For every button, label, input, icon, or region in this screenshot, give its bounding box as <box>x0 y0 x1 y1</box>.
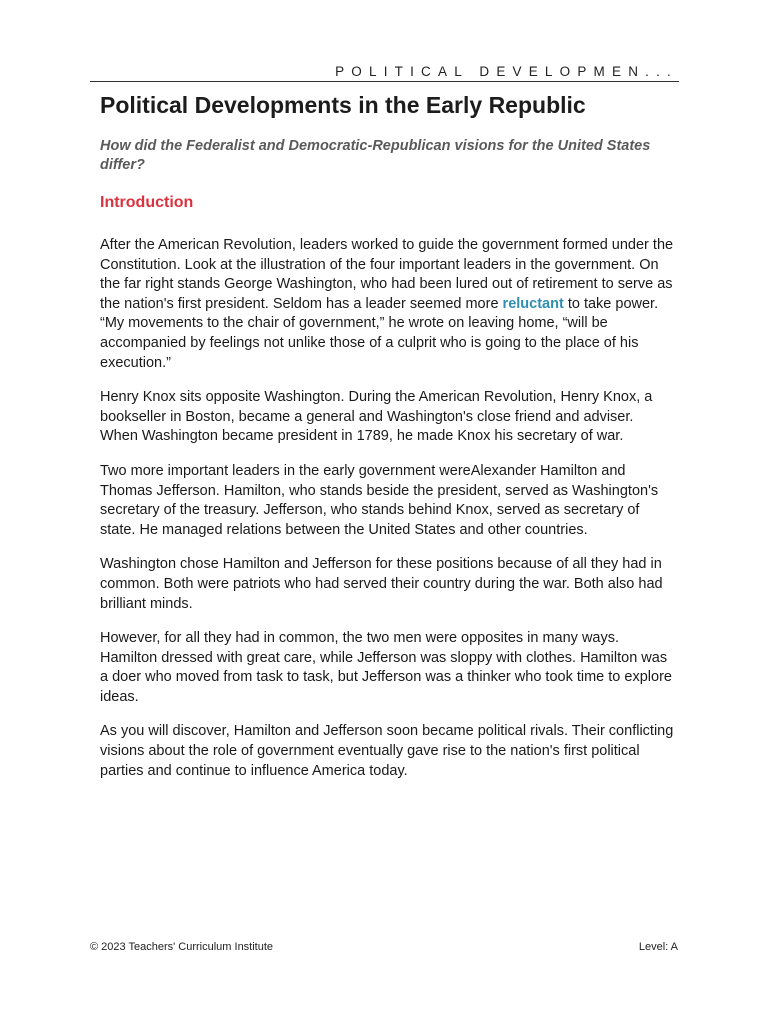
footer-copyright: © 2023 Teachers' Curriculum Institute <box>90 941 274 953</box>
article-body <box>100 236 675 796</box>
vocabulary-link-reluctant[interactable]: reluctant <box>502 295 564 312</box>
paragraph-common-traits: Washington chose Hamilton and Jefferson for these positions because of all they had in common. Both were patriots who had served their country during the war. Both also had brilliant minds. <box>100 556 663 612</box>
essential-question: How did the Federalist and Democratic-Republican visions for the United States differ? <box>100 138 651 173</box>
paragraph-text: to take power. “My movements to the chair of government,” he wrote on leaving home, “will be accompanied by feelings not unlike those of a culprit who is going to the place of his execution.” <box>100 295 659 371</box>
paragraph-rivals: As you will discover, Hamilton and Jefferson soon became political rivals. Their conflicting visions about the role of government eventually gave rise to the nation's first political parties and continue to influence America today. <box>100 723 674 779</box>
paragraph-text: After the American Revolution, leaders worked to guide the government formed under the Constitution. Look at the illustration of the four important leaders in the government. On the far right stands George Washington, who had been lured out of retirement to serve as the nation's first president. Seldom has a leader seemed more <box>100 237 674 312</box>
page-title: Political Developments in the Early Republic <box>100 92 586 118</box>
section-heading-introduction: Introduction <box>100 194 194 211</box>
paragraph-washington <box>100 236 675 373</box>
footer-level: Level: A <box>638 941 678 953</box>
running-header-title: POLITICAL DEVELOPMEN... <box>335 64 678 79</box>
paragraph-hamilton-jefferson: Two more important leaders in the early government wereAlexander Hamilton and Thomas Jefferson. Hamilton, who stands beside the president, served as Washington's secretary of the treasury. Jefferson, who stands behind Knox, served as secretary of state. He managed relations between the United States and other countries. <box>100 462 659 538</box>
paragraph-opposites: However, for all they had in common, the two men were opposites in many ways. Hamilton dressed with great care, while Jefferson was sloppy with clothes. Hamilton was a doer who moved from task to task, but Jefferson was a thinker who took time to explore ideas. <box>100 630 672 705</box>
header-divider <box>90 81 679 82</box>
paragraph-knox: Henry Knox sits opposite Washington. During the American Revolution, Henry Knox, a bookseller in Boston, became a general and Washington's close friend and adviser. When Washington became president in 1789, he made Knox his secretary of war. <box>100 389 653 445</box>
